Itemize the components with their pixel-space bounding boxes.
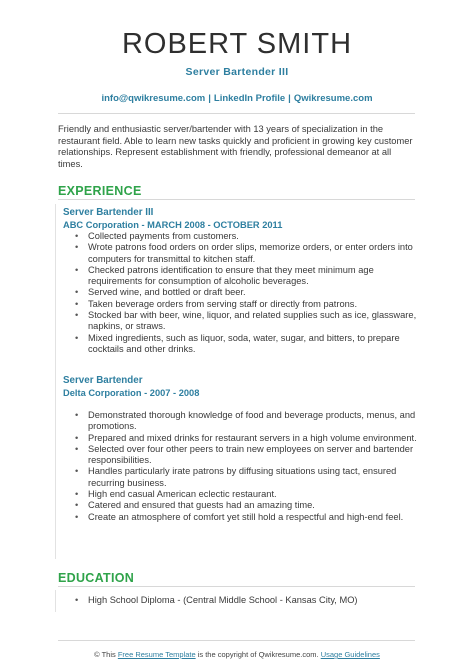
job-company-dates: ABC Corporation - MARCH 2008 - OCTOBER 2011	[63, 220, 283, 230]
education-item: • High School Diploma - (Central Middle School - Kansas City, MO)	[88, 595, 418, 606]
divider	[58, 640, 415, 641]
bullet-item: • High end casual American eclectic restaurant.	[88, 489, 418, 500]
job-entry	[63, 375, 418, 523]
contact-separator: |	[208, 93, 211, 104]
contact-separator: |	[288, 93, 291, 104]
education-list	[63, 595, 418, 606]
bullet-item: • Stocked bar with beer, wine, liquor, and related supplies such as ice, glassware, napkins, or straws.	[88, 310, 418, 333]
free-resume-template-link[interactable]: Free Resume Template	[117, 650, 196, 659]
bullet-item: • Collected payments from customers.	[88, 231, 418, 242]
bullet-item: • Catered and ensured that guests had an amazing time.	[88, 500, 418, 511]
job-title: Server Bartender	[63, 375, 143, 386]
bullet-item: • Taken beverage orders from serving staff or directly from patrons.	[88, 299, 418, 310]
bullet-item: • Wrote patrons food orders on order slips, memorize orders, or enter orders into computers for transmittal to kitchen staff.	[88, 242, 418, 265]
bullet-item: • Create an atmosphere of comfort yet still hold a respectful and high-end feel.	[88, 512, 418, 523]
divider	[58, 586, 415, 587]
summary-paragraph: Friendly and enthusiastic server/bartender with 13 years of specialization in the restaurant field. Able to learn new tasks quickly and proficient in growing key customer relationships. Represent establishment with friendly, professional demeanor at all times.	[58, 124, 413, 169]
footer	[0, 650, 474, 659]
job-entry	[63, 207, 418, 355]
education-heading: EDUCATION	[58, 571, 135, 585]
footer-middle: is the copyright of Qwikresume.com.	[195, 650, 321, 659]
divider	[58, 199, 415, 200]
job-title-header: Server Bartender III	[185, 66, 289, 78]
bullet-item: • Prepared and mixed drinks for restaurant servers in a high volume environment.	[88, 433, 418, 444]
bullet-item: • Selected over four other peers to train new employees on server and bartender responsibilities.	[88, 444, 418, 467]
timeline-line	[55, 590, 56, 612]
bullet-item: • Mixed ingredients, such as liquor, soda, water, sugar, and bitters, to prepare cocktails and other drinks.	[88, 333, 418, 356]
footer-prefix: © This	[94, 650, 118, 659]
bullet-item: • Demonstrated thorough knowledge of food and beverage products, menus, and promotions.	[88, 410, 418, 433]
website-link[interactable]: Qwikresume.com	[293, 93, 373, 104]
linkedin-link[interactable]: LinkedIn Profile	[213, 93, 286, 104]
bullet-item: • Checked patrons identification to ensure that they meet minimum age requirements for consumption of alcoholic beverages.	[88, 265, 418, 288]
divider	[58, 113, 415, 114]
bullet-item: • Served wine, and bottled or draft beer.	[88, 287, 418, 298]
candidate-name: ROBERT SMITH	[121, 28, 353, 60]
timeline-line	[55, 204, 56, 559]
education-entry	[63, 595, 418, 606]
job-company-dates: Delta Corporation - 2007 - 2008	[63, 388, 200, 398]
job-bullets	[63, 231, 418, 355]
contact-line	[0, 93, 474, 104]
email-link[interactable]: info@qwikresume.com	[101, 93, 206, 104]
experience-heading: EXPERIENCE	[58, 184, 142, 198]
bullet-item: • Handles particularly irate patrons by diffusing situations using tact, ensured recurring business.	[88, 466, 418, 489]
usage-guidelines-link[interactable]: Usage Guidelines	[320, 650, 380, 659]
job-bullets	[63, 410, 418, 523]
job-title: Server Bartender III	[63, 207, 154, 218]
